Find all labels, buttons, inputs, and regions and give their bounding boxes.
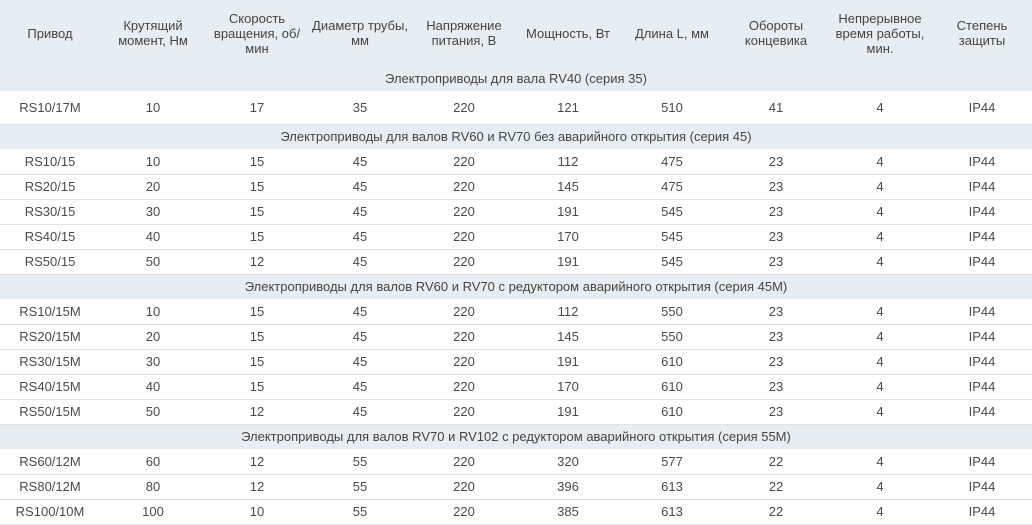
torque-cell: 100 bbox=[100, 499, 206, 524]
power-cell: 170 bbox=[516, 224, 620, 249]
table-row bbox=[0, 349, 1032, 374]
runtime-cell: 4 bbox=[828, 474, 932, 499]
runtime-cell: 4 bbox=[828, 91, 932, 124]
limit-turns-cell: 23 bbox=[724, 299, 828, 324]
length-cell: 475 bbox=[620, 174, 724, 199]
length-cell: 475 bbox=[620, 149, 724, 174]
header-limit-switch-turns: Обороты концевика bbox=[744, 18, 808, 48]
table-row bbox=[0, 224, 1032, 249]
protection-cell: IP44 bbox=[932, 249, 1032, 274]
limit-turns-cell: 23 bbox=[724, 149, 828, 174]
runtime-cell: 4 bbox=[828, 374, 932, 399]
protection-cell: IP44 bbox=[932, 199, 1032, 224]
length-cell: 510 bbox=[620, 91, 724, 124]
table-row bbox=[0, 324, 1032, 349]
length-cell: 545 bbox=[620, 249, 724, 274]
runtime-cell: 4 bbox=[828, 399, 932, 424]
header-length: Длина L, мм bbox=[634, 25, 709, 41]
header-power: Мощность, Вт bbox=[526, 25, 610, 41]
limit-turns-cell: 23 bbox=[724, 374, 828, 399]
section-title: Электроприводы для валов RV70 и RV102 с редуктором аварийного открытия (серия 55M) bbox=[241, 429, 791, 445]
table-row bbox=[0, 374, 1032, 399]
power-cell: 191 bbox=[516, 399, 620, 424]
drive-cell: RS40/15 bbox=[0, 224, 100, 249]
torque-cell: 10 bbox=[100, 91, 206, 124]
drive-cell: RS10/15M bbox=[0, 299, 100, 324]
drive-cell: RS20/15M bbox=[0, 324, 100, 349]
table-row bbox=[0, 199, 1032, 224]
diameter-cell: 45 bbox=[308, 299, 412, 324]
section-header-row bbox=[0, 66, 1032, 91]
protection-cell: IP44 bbox=[932, 224, 1032, 249]
torque-cell: 20 bbox=[100, 174, 206, 199]
speed-cell: 15 bbox=[206, 374, 308, 399]
diameter-cell: 55 bbox=[308, 474, 412, 499]
power-cell: 145 bbox=[516, 324, 620, 349]
drive-cell: RS20/15 bbox=[0, 174, 100, 199]
power-cell: 191 bbox=[516, 199, 620, 224]
power-cell: 121 bbox=[516, 91, 620, 124]
voltage-cell: 220 bbox=[412, 224, 516, 249]
voltage-cell: 220 bbox=[412, 149, 516, 174]
speed-cell: 15 bbox=[206, 174, 308, 199]
speed-cell: 12 bbox=[206, 249, 308, 274]
limit-turns-cell: 41 bbox=[724, 91, 828, 124]
runtime-cell: 4 bbox=[828, 149, 932, 174]
protection-cell: IP44 bbox=[932, 474, 1032, 499]
table-row bbox=[0, 249, 1032, 274]
torque-cell: 40 bbox=[100, 224, 206, 249]
header-rotation-speed: Скорость вращения, об/мин bbox=[213, 10, 301, 56]
table-body bbox=[0, 66, 1032, 524]
header-continuous-runtime: Непрерывное время работы, мин. bbox=[835, 10, 925, 56]
voltage-cell: 220 bbox=[412, 199, 516, 224]
power-cell: 112 bbox=[516, 299, 620, 324]
header-torque: Крутящий момент, Нм bbox=[118, 18, 188, 48]
limit-turns-cell: 22 bbox=[724, 499, 828, 524]
drive-cell: RS40/15M bbox=[0, 374, 100, 399]
drive-cell: RS80/12M bbox=[0, 474, 100, 499]
diameter-cell: 45 bbox=[308, 399, 412, 424]
voltage-cell: 220 bbox=[412, 349, 516, 374]
drive-cell: RS60/12M bbox=[0, 449, 100, 474]
table-row bbox=[0, 499, 1032, 524]
limit-turns-cell: 23 bbox=[724, 349, 828, 374]
torque-cell: 20 bbox=[100, 324, 206, 349]
length-cell: 550 bbox=[620, 299, 724, 324]
voltage-cell: 220 bbox=[412, 499, 516, 524]
diameter-cell: 45 bbox=[308, 349, 412, 374]
section-header-row bbox=[0, 124, 1032, 149]
runtime-cell: 4 bbox=[828, 249, 932, 274]
torque-cell: 60 bbox=[100, 449, 206, 474]
length-cell: 613 bbox=[620, 474, 724, 499]
limit-turns-cell: 23 bbox=[724, 324, 828, 349]
speed-cell: 15 bbox=[206, 324, 308, 349]
section-title: Электроприводы для валов RV60 и RV70 с редуктором аварийного открытия (серия 45M) bbox=[244, 279, 788, 295]
section-title: Электроприводы для вала RV40 (серия 35) bbox=[385, 71, 647, 86]
drive-cell: RS30/15M bbox=[0, 349, 100, 374]
table-row bbox=[0, 174, 1032, 199]
length-cell: 545 bbox=[620, 224, 724, 249]
protection-cell: IP44 bbox=[932, 149, 1032, 174]
voltage-cell: 220 bbox=[412, 249, 516, 274]
torque-cell: 30 bbox=[100, 199, 206, 224]
limit-turns-cell: 22 bbox=[724, 474, 828, 499]
protection-cell: IP44 bbox=[932, 299, 1032, 324]
length-cell: 550 bbox=[620, 324, 724, 349]
header-row bbox=[0, 0, 1032, 66]
drive-cell: RS50/15M bbox=[0, 399, 100, 424]
runtime-cell: 4 bbox=[828, 299, 932, 324]
limit-turns-cell: 23 bbox=[724, 249, 828, 274]
length-cell: 610 bbox=[620, 349, 724, 374]
protection-cell: IP44 bbox=[932, 91, 1032, 124]
diameter-cell: 45 bbox=[308, 149, 412, 174]
runtime-cell: 4 bbox=[828, 199, 932, 224]
speed-cell: 12 bbox=[206, 399, 308, 424]
header-drive: Привод bbox=[27, 25, 73, 41]
power-cell: 145 bbox=[516, 174, 620, 199]
header-protection-class: Степень защиты bbox=[956, 18, 1008, 48]
drive-cell: RS50/15 bbox=[0, 249, 100, 274]
runtime-cell: 4 bbox=[828, 449, 932, 474]
drive-cell: RS30/15 bbox=[0, 199, 100, 224]
torque-cell: 40 bbox=[100, 374, 206, 399]
diameter-cell: 45 bbox=[308, 249, 412, 274]
torque-cell: 50 bbox=[100, 249, 206, 274]
voltage-cell: 220 bbox=[412, 399, 516, 424]
power-cell: 112 bbox=[516, 149, 620, 174]
protection-cell: IP44 bbox=[932, 324, 1032, 349]
protection-cell: IP44 bbox=[932, 449, 1032, 474]
diameter-cell: 45 bbox=[308, 324, 412, 349]
table-header bbox=[0, 0, 1032, 66]
table-row bbox=[0, 91, 1032, 124]
header-supply-voltage: Напряжение питания, В bbox=[426, 18, 502, 48]
voltage-cell: 220 bbox=[412, 324, 516, 349]
limit-turns-cell: 23 bbox=[724, 199, 828, 224]
header-tube-diameter: Диаметр трубы, мм bbox=[312, 18, 408, 48]
power-cell: 396 bbox=[516, 474, 620, 499]
table-row bbox=[0, 474, 1032, 499]
power-cell: 170 bbox=[516, 374, 620, 399]
power-cell: 191 bbox=[516, 349, 620, 374]
section-title: Электроприводы для валов RV60 и RV70 без аварийного открытия (серия 45) bbox=[280, 129, 752, 145]
section-header-row bbox=[0, 424, 1032, 449]
limit-turns-cell: 23 bbox=[724, 174, 828, 199]
voltage-cell: 220 bbox=[412, 91, 516, 124]
protection-cell: IP44 bbox=[932, 374, 1032, 399]
power-cell: 385 bbox=[516, 499, 620, 524]
diameter-cell: 55 bbox=[308, 449, 412, 474]
drive-cell: RS100/10M bbox=[0, 499, 100, 524]
table-row bbox=[0, 449, 1032, 474]
length-cell: 613 bbox=[620, 499, 724, 524]
speed-cell: 10 bbox=[206, 499, 308, 524]
speed-cell: 15 bbox=[206, 199, 308, 224]
protection-cell: IP44 bbox=[932, 399, 1032, 424]
table-row bbox=[0, 149, 1032, 174]
runtime-cell: 4 bbox=[828, 324, 932, 349]
drive-cell: RS10/15 bbox=[0, 149, 100, 174]
speed-cell: 15 bbox=[206, 149, 308, 174]
diameter-cell: 55 bbox=[308, 499, 412, 524]
voltage-cell: 220 bbox=[412, 374, 516, 399]
voltage-cell: 220 bbox=[412, 299, 516, 324]
length-cell: 545 bbox=[620, 199, 724, 224]
voltage-cell: 220 bbox=[412, 474, 516, 499]
limit-turns-cell: 23 bbox=[724, 224, 828, 249]
protection-cell: IP44 bbox=[932, 349, 1032, 374]
protection-cell: IP44 bbox=[932, 499, 1032, 524]
speed-cell: 12 bbox=[206, 474, 308, 499]
table-row bbox=[0, 299, 1032, 324]
torque-cell: 30 bbox=[100, 349, 206, 374]
length-cell: 610 bbox=[620, 374, 724, 399]
length-cell: 577 bbox=[620, 449, 724, 474]
diameter-cell: 35 bbox=[308, 91, 412, 124]
speed-cell: 12 bbox=[206, 449, 308, 474]
protection-cell: IP44 bbox=[932, 174, 1032, 199]
diameter-cell: 45 bbox=[308, 374, 412, 399]
diameter-cell: 45 bbox=[308, 199, 412, 224]
power-cell: 191 bbox=[516, 249, 620, 274]
torque-cell: 50 bbox=[100, 399, 206, 424]
diameter-cell: 45 bbox=[308, 174, 412, 199]
voltage-cell: 220 bbox=[412, 449, 516, 474]
table-row bbox=[0, 399, 1032, 424]
limit-turns-cell: 23 bbox=[724, 399, 828, 424]
power-cell: 320 bbox=[516, 449, 620, 474]
runtime-cell: 4 bbox=[828, 499, 932, 524]
runtime-cell: 4 bbox=[828, 174, 932, 199]
torque-cell: 80 bbox=[100, 474, 206, 499]
diameter-cell: 45 bbox=[308, 224, 412, 249]
length-cell: 610 bbox=[620, 399, 724, 424]
section-header-row bbox=[0, 274, 1032, 299]
voltage-cell: 220 bbox=[412, 174, 516, 199]
drive-cell: RS10/17M bbox=[0, 91, 100, 124]
runtime-cell: 4 bbox=[828, 349, 932, 374]
speed-cell: 15 bbox=[206, 349, 308, 374]
speed-cell: 15 bbox=[206, 224, 308, 249]
runtime-cell: 4 bbox=[828, 224, 932, 249]
speed-cell: 15 bbox=[206, 299, 308, 324]
torque-cell: 10 bbox=[100, 149, 206, 174]
speed-cell: 17 bbox=[206, 91, 308, 124]
limit-turns-cell: 22 bbox=[724, 449, 828, 474]
torque-cell: 10 bbox=[100, 299, 206, 324]
